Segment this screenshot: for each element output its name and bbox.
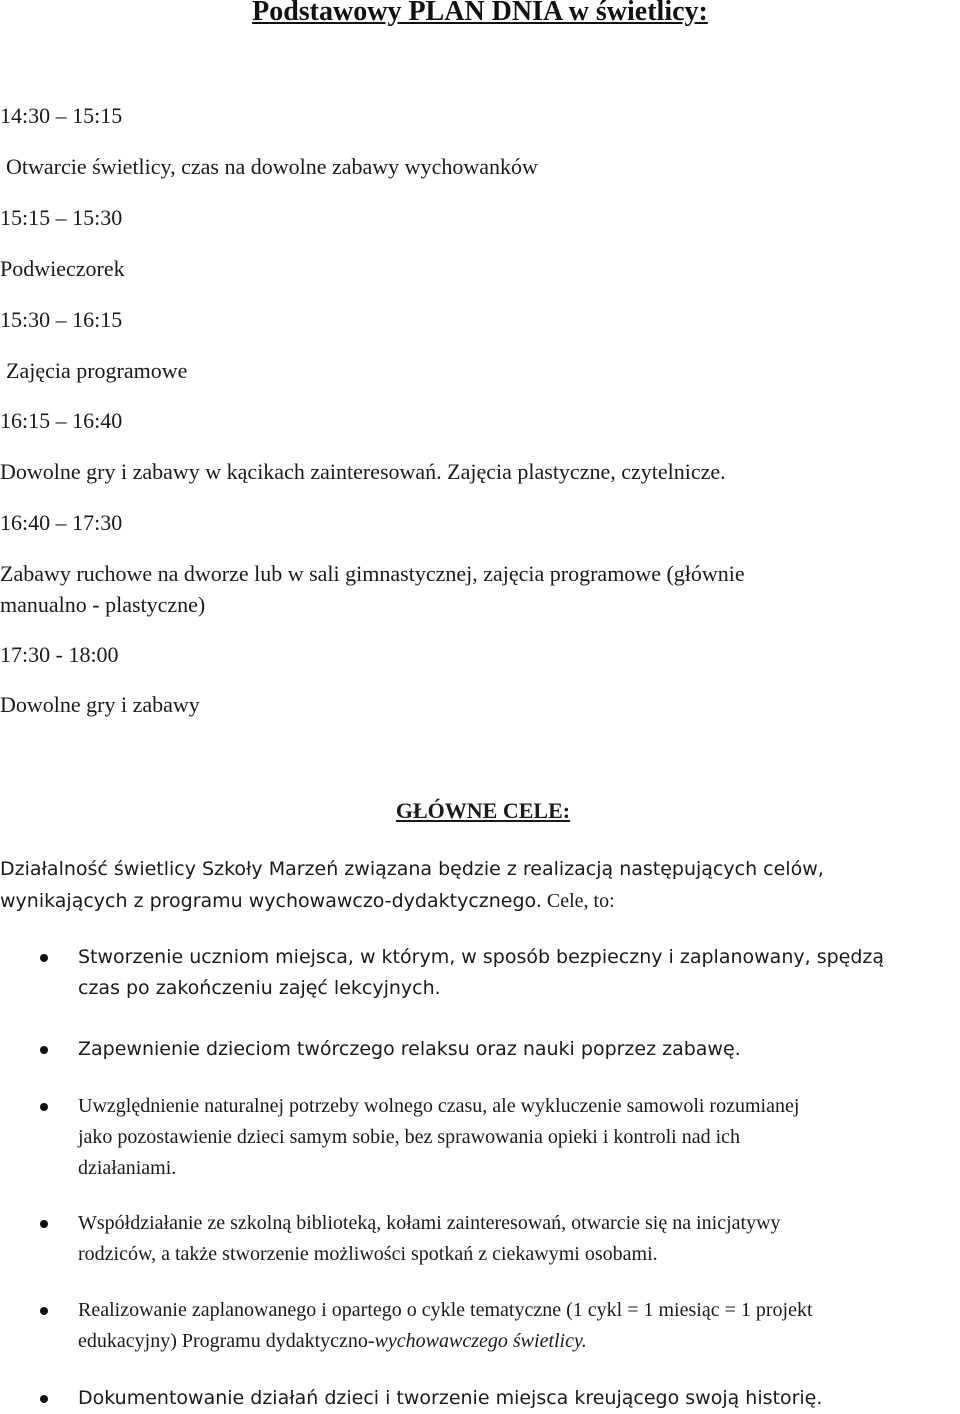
schedule-activity-2: Podwieczorek — [0, 256, 125, 281]
schedule-time-4: 16:15 – 16:40 — [0, 408, 123, 433]
goals-intro-line1: Działalność świetlicy Szkoły Marzeń związana będzie z realizacją następujących celów, — [0, 858, 824, 880]
goal-item-5-line2-part1: edukacyjny) Programu dydaktyczno- — [78, 1330, 375, 1352]
schedule-activity-4: Dowolne gry i zabawy w kącikach zainteresowań. Zajęcia plastyczne, czytelnicze. — [0, 459, 726, 484]
goal-item-5 — [78, 1295, 958, 1357]
goal-item-4-line2: rodziców, a także stworzenie możliwości spotkań z ciekawymi osobami. — [78, 1243, 658, 1265]
schedule-time-6: 17:30 - 18:00 — [0, 642, 119, 667]
goal-item-1-line1: Stworzenie uczniom miejsca, w którym, w sposób bezpieczny i zaplanowany, spędzą — [78, 946, 885, 968]
schedule-activity-5-line2: manualno - plastyczne) — [0, 592, 206, 617]
schedule-activity-5-line1: Zabawy ruchowe na dworze lub w sali gimnastycznej, zajęcia programowe (głównie — [0, 561, 745, 586]
goals-heading: GŁÓWNE CELE: — [395, 798, 571, 823]
goal-item-3-line2: jako pozostawienie dzieci samym sobie, bez sprawowania opieki i kontroli nad ich — [78, 1126, 741, 1148]
schedule-time-5: 16:40 – 17:30 — [0, 510, 123, 535]
goal-item-3-line1: Uwzględnienie naturalnej potrzeby wolnego czasu, ale wykluczenie samowoli rozumianej — [78, 1095, 800, 1117]
schedule-activity-6: Dowolne gry i zabawy — [0, 692, 200, 717]
goal-item-6-line1: Dokumentowanie działań dzieci i tworzenie miejsca kreującego swoją historię. — [78, 1387, 823, 1409]
bullet-dot-icon — [40, 954, 48, 962]
goal-item-6 — [78, 1383, 958, 1414]
goals-intro-line2 — [0, 885, 960, 917]
goal-item-1-line2: czas po zakończeniu zajęć lekcyjnych. — [78, 977, 441, 999]
schedule-activity-3: Zajęcia programowe — [6, 358, 188, 383]
goal-item-5-line2 — [78, 1326, 958, 1357]
schedule-time-1: 14:30 – 15:15 — [0, 103, 123, 128]
goal-item-4 — [78, 1208, 958, 1270]
bullet-dot-icon — [40, 1395, 48, 1403]
goal-item-3 — [78, 1091, 958, 1184]
goal-item-3-line3: działaniami. — [78, 1157, 177, 1179]
goal-item-2 — [78, 1034, 958, 1065]
bullet-dot-icon — [40, 1307, 48, 1315]
goal-item-5-line1: Realizowanie zaplanowanego i opartego o cykle tematyczne (1 cykl = 1 miesiąc = 1 projekt — [78, 1299, 813, 1321]
goal-item-4-line1: Współdziałanie ze szkolną biblioteką, kołami zainteresowań, otwarcie się na inicjatywy — [78, 1212, 781, 1234]
goals-intro — [0, 853, 960, 917]
schedule-time-3: 15:30 – 16:15 — [0, 307, 123, 332]
bullet-dot-icon — [40, 1220, 48, 1228]
goals-intro-line2-part1: wynikających z programu wychowawczo-dydaktycznego. — [0, 890, 542, 912]
bullet-dot-icon — [40, 1046, 48, 1054]
goal-item-5-line2-part2: wychowawczego świetlicy. — [374, 1330, 587, 1352]
page-title: Podstawowy PLAN DNIA w świetlicy: — [252, 0, 708, 27]
goal-item-2-line1: Zapewnienie dzieciom twórczego relaksu oraz nauki poprzez zabawę. — [78, 1038, 741, 1060]
goals-intro-line2-part2: Cele, to: — [541, 890, 615, 912]
schedule-time-2: 15:15 – 15:30 — [0, 205, 123, 230]
bullet-dot-icon — [40, 1103, 48, 1111]
schedule-activity-1: Otwarcie świetlicy, czas na dowolne zabawy wychowanków — [6, 154, 538, 179]
goal-item-1 — [78, 942, 958, 1004]
